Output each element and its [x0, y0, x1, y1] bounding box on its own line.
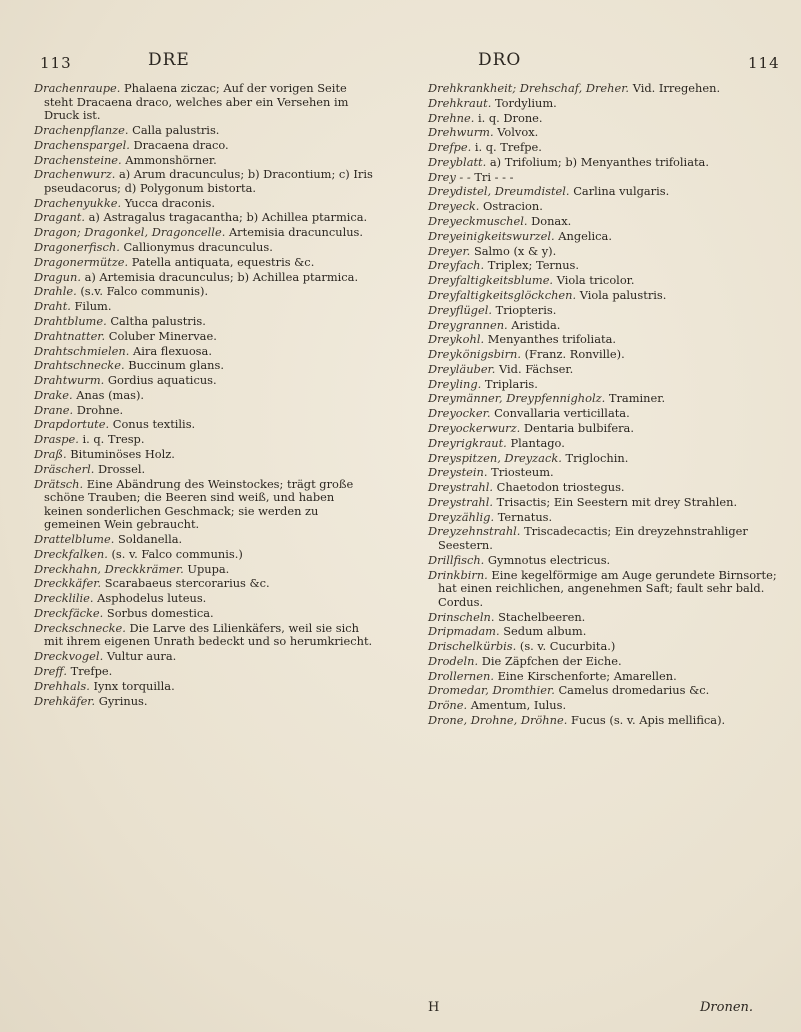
- dictionary-entry: [34, 211, 374, 225]
- entry-term: Dreystrahl.: [428, 480, 494, 495]
- dictionary-entry: [34, 285, 374, 299]
- entry-definition: Camelus dromedarius &c.: [558, 683, 710, 698]
- entry-definition: Triosteum.: [491, 465, 554, 480]
- dictionary-entry: [34, 300, 374, 314]
- entry-definition: Stachelbeeren.: [498, 609, 586, 624]
- dictionary-entry: [34, 463, 374, 477]
- entry-definition: Gyrinus.: [98, 693, 148, 708]
- dictionary-entry: [34, 650, 374, 664]
- dictionary-entry: [34, 404, 374, 418]
- dictionary-entry: [34, 241, 374, 255]
- dictionary-entry: [428, 554, 778, 568]
- entry-term: Dreyfach.: [428, 258, 485, 273]
- entry-term: Drone, Drohne, Dröhne.: [428, 713, 568, 728]
- dictionary-entry: [428, 640, 778, 654]
- entry-term: Drehkraut.: [428, 95, 492, 110]
- entry-term: Dreyeinigkeitswurzel.: [428, 228, 555, 243]
- entry-definition: Triplaris.: [484, 376, 538, 391]
- entry-definition: Trefpe.: [70, 663, 113, 678]
- dictionary-entry: [428, 200, 778, 214]
- dictionary-entry: [428, 466, 778, 480]
- dictionary-entry: [34, 607, 374, 621]
- entry-definition: Anas (mas).: [76, 387, 145, 402]
- entry-term: Drinscheln.: [428, 609, 495, 624]
- entry-term: Drollernen.: [428, 668, 494, 683]
- entry-definition: Buccinum glans.: [128, 358, 224, 373]
- entry-term: Dragant.: [34, 210, 85, 225]
- entry-term: Dreckkäfer.: [34, 576, 102, 591]
- entry-definition: Coluber Minervae.: [108, 328, 217, 343]
- dictionary-entry: [428, 245, 778, 259]
- entry-definition: Viola tricolor.: [556, 273, 635, 288]
- entry-term: Drefpe.: [428, 140, 472, 155]
- entry-definition: Volvox.: [497, 125, 539, 140]
- entry-definition: Fucus (s. v. Apis mellifica).: [570, 713, 726, 728]
- entry-definition: Sedum album.: [503, 624, 587, 639]
- entry-term: Dreyling.: [428, 376, 482, 391]
- entry-definition: Die Zäpfchen der Eiche.: [481, 653, 622, 668]
- entry-definition: Eine Kirschenforte; Amarellen.: [497, 668, 677, 683]
- dictionary-entry: [428, 714, 778, 728]
- page-header: [0, 50, 801, 76]
- entry-definition: Scarabaeus stercorarius &c.: [104, 576, 270, 591]
- dictionary-entry: [34, 374, 374, 388]
- entry-definition: Patella antiquata, equestris &c.: [131, 254, 315, 269]
- entry-definition: Carlina vulgaris.: [573, 184, 670, 199]
- dictionary-entry: [428, 185, 778, 199]
- dictionary-entry: [428, 569, 778, 610]
- dictionary-entry: [34, 168, 374, 195]
- dictionary-entry: [428, 655, 778, 669]
- entry-term: Dreyer.: [428, 243, 471, 258]
- entry-term: Drillfisch.: [428, 552, 485, 567]
- dictionary-entry: [428, 215, 778, 229]
- entry-term: Dreyocker.: [428, 406, 491, 421]
- dictionary-entry: [34, 389, 374, 403]
- dictionary-entry: [428, 82, 778, 96]
- entry-definition: Menyanthes trifoliata.: [487, 332, 616, 347]
- entry-definition: Caltha palustris.: [110, 313, 206, 328]
- dictionary-entry: [428, 392, 778, 406]
- entry-term: Drahle.: [34, 284, 77, 299]
- entry-definition: Vid. Fächser.: [499, 361, 574, 376]
- entry-term: Dragonerfisch.: [34, 240, 120, 255]
- entry-term: Dreydistel, Dreumdistel.: [428, 184, 570, 199]
- dictionary-entry: [34, 577, 374, 591]
- entry-term: Drake.: [34, 387, 73, 402]
- dictionary-entry: [428, 289, 778, 303]
- entry-term: Drachenwurz.: [34, 167, 116, 182]
- entry-definition: Salmo (x & y).: [473, 243, 557, 258]
- dictionary-entry: [34, 680, 374, 694]
- entry-term: Dreymänner, Dreypfennigholz.: [428, 391, 606, 406]
- entry-term: Drachensteine.: [34, 152, 122, 167]
- entry-definition: Triplex; Ternus.: [487, 258, 580, 273]
- entry-definition: Soldanella.: [117, 532, 183, 547]
- entry-term: Drahtblume.: [34, 313, 107, 328]
- dictionary-entry: [428, 422, 778, 436]
- dictionary-entry: [34, 124, 374, 138]
- entry-definition: i. q. Drone.: [477, 110, 543, 125]
- entry-definition: Calla palustris.: [132, 122, 220, 137]
- dictionary-entry: [34, 592, 374, 606]
- entry-term: Dreckschnecke.: [34, 620, 126, 635]
- entry-term: Drodeln.: [428, 653, 479, 668]
- entry-term: Dreckfalken.: [34, 546, 108, 561]
- dictionary-entry: [34, 197, 374, 211]
- entry-definition: Eine kegelförmige am Auge gerundete Birnsorte; hat einen reichlichen, angenehmen Saft; fault sehr bald. Cordus.: [438, 567, 777, 609]
- entry-definition: (s.v. Falco communis).: [80, 284, 209, 299]
- entry-term: Dräscherl.: [34, 461, 95, 476]
- entry-term: Dreyrigkraut.: [428, 435, 507, 450]
- entry-term: Drey - -: [428, 169, 471, 184]
- entry-term: Drachenspargel.: [34, 137, 130, 152]
- dictionary-entry: [34, 139, 374, 153]
- dictionary-entry: [428, 126, 778, 140]
- entry-term: Drehkrankheit; Drehschaf, Dreher.: [428, 81, 630, 95]
- entry-term: Drane.: [34, 402, 74, 417]
- entry-term: Dripmadam.: [428, 624, 500, 639]
- entry-definition: a) Artemisia dracunculus; b) Achillea ptarmica.: [84, 269, 359, 284]
- dictionary-entry: [428, 319, 778, 333]
- dictionary-entry: [34, 448, 374, 462]
- entry-definition: Amentum, Iulus.: [470, 698, 567, 713]
- entry-term: Drahtschmielen.: [34, 343, 130, 358]
- dictionary-entry: [428, 363, 778, 377]
- entry-definition: Trisactis; Ein Seestern mit drey Strahlen.: [496, 494, 738, 509]
- dictionary-entry: [34, 330, 374, 344]
- right-running-title: DRO: [478, 50, 522, 70]
- dictionary-entry: [428, 611, 778, 625]
- entry-term: Dragun.: [34, 269, 81, 284]
- entry-term: Draß.: [34, 446, 67, 461]
- entry-term: Dreyzählig.: [428, 509, 495, 524]
- entry-term: Drahtschnecke.: [34, 358, 125, 373]
- entry-definition: Plantago.: [510, 435, 565, 450]
- dictionary-entry: [34, 695, 374, 709]
- dictionary-entry: [428, 699, 778, 713]
- dictionary-entry: [428, 259, 778, 273]
- dictionary-entry: [428, 141, 778, 155]
- dictionary-entry: [34, 622, 374, 649]
- dictionary-entry: [428, 304, 778, 318]
- entry-term: Dreyeckmuschel.: [428, 214, 528, 229]
- entry-term: Drattelblume.: [34, 532, 115, 547]
- dictionary-entry: [34, 478, 374, 532]
- dictionary-entry: [34, 271, 374, 285]
- dictionary-entry: [428, 112, 778, 126]
- dictionary-entry: [428, 156, 778, 170]
- entry-term: Dragon; Dragonkel, Dragoncelle.: [34, 225, 226, 240]
- dictionary-entry: [428, 511, 778, 525]
- entry-definition: Aira flexuosa.: [133, 343, 212, 358]
- entry-definition: a) Astragalus tragacantha; b) Achillea ptarmica.: [88, 210, 368, 225]
- entry-definition: Ammonshörner.: [125, 152, 217, 167]
- entry-definition: Vultur aura.: [106, 649, 177, 664]
- entry-term: Drachenraupe.: [34, 81, 121, 95]
- entry-definition: Donax.: [531, 214, 572, 229]
- entry-term: Drecklilie.: [34, 591, 94, 606]
- entry-term: Dreyfaltigkeitsblume.: [428, 273, 554, 288]
- entry-term: Dreckfäcke.: [34, 606, 104, 620]
- dictionary-entry: [34, 418, 374, 432]
- dictionary-entry: [428, 171, 778, 185]
- entry-definition: i. q. Tresp.: [82, 432, 145, 447]
- dictionary-entry: [428, 481, 778, 495]
- dictionary-entry: [428, 333, 778, 347]
- dictionary-entry: [428, 625, 778, 639]
- dictionary-entry: [34, 548, 374, 562]
- entry-definition: Bituminöses Holz.: [70, 446, 175, 461]
- entry-term: Drehkäfer.: [34, 693, 96, 708]
- entry-term: Drachenpflanze.: [34, 122, 129, 137]
- dictionary-entry: [428, 452, 778, 466]
- entry-definition: Drossel.: [98, 461, 146, 476]
- entry-term: Drehhals.: [34, 678, 90, 693]
- entry-term: Dreyspitzen, Dreyzack.: [428, 450, 562, 465]
- dictionary-entry: [428, 348, 778, 362]
- entry-term: Dreykohl.: [428, 332, 485, 347]
- entry-definition: Triscadecactis; Ein dreyzehnstrahliger Seestern.: [438, 524, 748, 553]
- entry-definition: Phalaena ziczac; Auf der vorigen Seite steht Dracaena draco, welches aber ein Versehen im Druck ist.: [44, 81, 349, 123]
- entry-definition: Die Larve des Lilienkäfers, weil sie sich mit ihrem eigenen Unrath bedeckt und so herumkriecht.: [44, 620, 373, 649]
- entry-definition: Sorbus domestica.: [106, 606, 214, 620]
- left-column: [34, 82, 374, 709]
- entry-definition: Triglochin.: [565, 450, 629, 465]
- entry-term: Drinkbirn.: [428, 567, 488, 582]
- entry-term: Drischelkürbis.: [428, 639, 517, 654]
- entry-term: Drapdortute.: [34, 417, 110, 432]
- left-running-title: DRE: [148, 50, 190, 70]
- entry-term: Dreckvogel.: [34, 649, 104, 664]
- entry-definition: Gordius aquaticus.: [107, 373, 217, 388]
- entry-term: Drachenyukke.: [34, 195, 122, 210]
- dictionary-entry: [34, 359, 374, 373]
- dictionary-entry: [428, 525, 778, 552]
- entry-term: Drahtnatter.: [34, 328, 106, 343]
- entry-term: Dreyzehnstrahl.: [428, 524, 521, 539]
- entry-definition: (s. v. Cucurbita.): [519, 639, 616, 654]
- signature-mark: H: [428, 1000, 440, 1015]
- dictionary-entry: [34, 533, 374, 547]
- dictionary-entry: [34, 315, 374, 329]
- entry-definition: Triopteris.: [495, 302, 557, 317]
- entry-definition: Artemisia dracunculus.: [228, 225, 364, 240]
- entry-term: Drahtwurm.: [34, 373, 105, 388]
- entry-term: Dreygrannen.: [428, 317, 508, 332]
- entry-definition: Ternatus.: [497, 509, 553, 524]
- entry-term: Drehne.: [428, 110, 475, 125]
- entry-definition: Callionymus dracunculus.: [123, 240, 273, 255]
- entry-term: Dromedar, Dromthier.: [428, 683, 555, 698]
- entry-term: Drehwurm.: [428, 125, 494, 140]
- entry-definition: (s. v. Falco communis.): [111, 546, 243, 561]
- dictionary-entry: [34, 154, 374, 168]
- dictionary-entry: [428, 378, 778, 392]
- entry-term: Drätsch.: [34, 476, 84, 491]
- dictionary-entry: [428, 670, 778, 684]
- dictionary-entry: [34, 226, 374, 240]
- entry-term: Dreff.: [34, 663, 68, 678]
- entry-definition: Dracaena draco.: [133, 137, 229, 152]
- dictionary-entry: [34, 433, 374, 447]
- entry-definition: Filum.: [74, 299, 112, 314]
- entry-term: Dröne.: [428, 698, 468, 713]
- right-page-number: 114: [748, 54, 780, 72]
- entry-definition: Tordylium.: [494, 95, 557, 110]
- entry-definition: (Franz. Ronville).: [524, 347, 625, 362]
- dictionary-entry: [34, 82, 374, 123]
- dictionary-entry: [34, 563, 374, 577]
- entry-term: Dreystrahl.: [428, 494, 494, 509]
- entry-definition: Traminer.: [608, 391, 666, 406]
- entry-definition: Convallaria verticillata.: [494, 406, 630, 421]
- entry-definition: Drohne.: [76, 402, 124, 417]
- dictionary-entry: [34, 256, 374, 270]
- entry-definition: Iynx torquilla.: [93, 678, 175, 693]
- entry-term: Dreyläuber.: [428, 361, 496, 376]
- entry-term: Dreystein.: [428, 465, 488, 480]
- dictionary-entry: [428, 684, 778, 698]
- entry-definition: Conus textilis.: [112, 417, 196, 432]
- entry-definition: a) Trifolium; b) Menyanthes trifoliata.: [489, 154, 709, 169]
- entry-definition: Upupa.: [187, 561, 230, 576]
- entry-definition: Asphodelus luteus.: [97, 591, 207, 606]
- entry-term: Draht.: [34, 299, 71, 314]
- left-page-number: 113: [40, 54, 72, 72]
- right-column: [428, 82, 778, 729]
- dictionary-entry: [428, 496, 778, 510]
- entry-definition: Yucca draconis.: [124, 195, 215, 210]
- entry-definition: Dentaria bulbifera.: [523, 420, 634, 435]
- entry-definition: Chaetodon triostegus.: [496, 480, 625, 495]
- catchword: Dronen.: [700, 1000, 754, 1015]
- dictionary-entry: [428, 97, 778, 111]
- entry-term: Dreyockerwurz.: [428, 420, 521, 435]
- entry-definition: i. q. Trefpe.: [474, 140, 542, 155]
- dictionary-entry: [34, 345, 374, 359]
- entry-term: Dreykönigsbirn.: [428, 347, 521, 362]
- entry-definition: a) Arum dracunculus; b) Dracontium; c) Iris pseudacorus; d) Polygonum bistorta.: [44, 167, 373, 195]
- entry-term: Draspe.: [34, 432, 79, 447]
- entry-definition: Tri - - -: [474, 169, 514, 184]
- entry-definition: Angelica.: [558, 228, 612, 243]
- entry-term: Dreyfaltigkeitsglöckchen.: [428, 287, 577, 302]
- entry-term: Dreckhahn, Dreckkrämer.: [34, 561, 184, 576]
- dictionary-entry: [34, 665, 374, 679]
- entry-term: Dragonermütze.: [34, 254, 129, 269]
- dictionary-entry: [428, 437, 778, 451]
- dictionary-entry: [428, 407, 778, 421]
- dictionary-entry: [428, 230, 778, 244]
- entry-definition: Aristida.: [511, 317, 561, 332]
- entry-definition: Eine Abändrung des Weinstockes; trägt große schöne Trauben; die Beeren sind weiß, und haben keinen sonderlichen Geschmack; sie werden zu gemeinen Wein gebraucht.: [44, 476, 354, 532]
- entry-definition: Ostracion.: [483, 199, 543, 214]
- entry-term: Dreyflügel.: [428, 302, 492, 317]
- entry-term: Dreyblatt.: [428, 154, 487, 169]
- entry-definition: Viola palustris.: [579, 287, 667, 302]
- dictionary-entry: [428, 274, 778, 288]
- entry-definition: Vid. Irregehen.: [632, 81, 721, 95]
- entry-term: Dreyeck.: [428, 199, 480, 214]
- entry-definition: Gymnotus electricus.: [487, 552, 611, 567]
